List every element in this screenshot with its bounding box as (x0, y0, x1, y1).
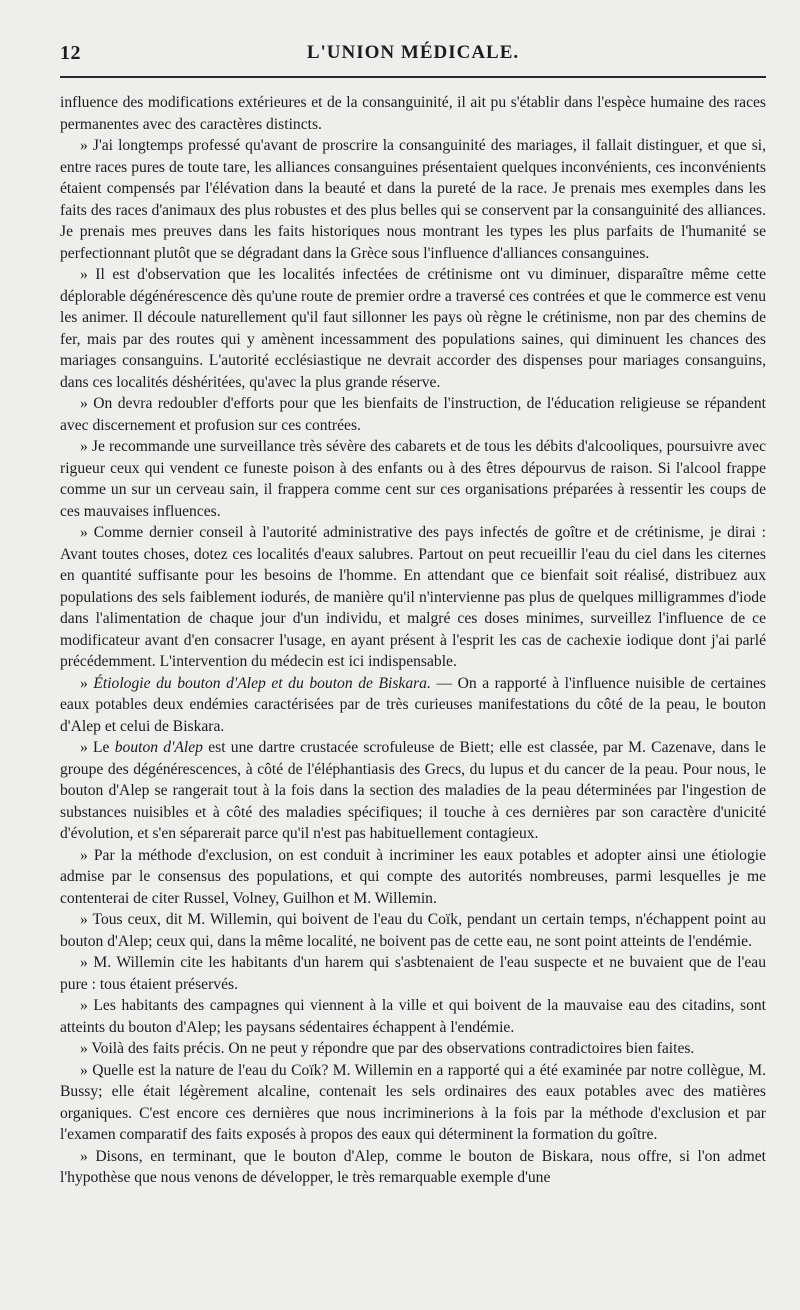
paragraph: » Voilà des faits précis. On ne peut y répondre que par des observations contradictoires bien faites. (80, 1040, 695, 1057)
paragraph: » Il est d'observation que les localités infectées de crétinisme ont vu diminuer, disparaître même cette déplorable dégénérescence dès qu'une route de premier ordre a traversé ces contrées et que le commerce est venu les animer. Il découle naturellement qu'il faut sillonner les pays où règne le crétinisme, non par des chemins de fer, mais par des routes qui y amènent incessamment des populations saines, qui diminuent les chances des mariages consanguins. L'autorité ecclésiastique ne devrait accorder des dispenses pour mariages consanguins, dans ces localités déshéritées, qu'avec la plus grande réserve. (60, 266, 766, 391)
article-body (60, 92, 766, 1189)
page-header (60, 0, 766, 62)
italic-term: bouton d'Alep (114, 739, 203, 756)
section-heading-paragraph: » Étiologie du bouton d'Alep et du bouton de Biskara. — On a rapporté à l'influence nuisible de certaines eaux potables deux endémies caractérisées par de très curieuses manifestations du côté de la peau, le bouton d'Alep et celui de Biskara. (60, 674, 766, 735)
paragraph: » Je recommande une surveillance très sévère des cabarets et de tous les débits d'alcooliques, poursuivre avec rigueur ceux qui vendent ce funeste poison à des enfants ou à des êtres dépourvus de raison. Si l'alcool frappe comme un sur un cerveau sain, il frappera comme cent sur ces organisations préparées à ressentir les coups de ces mauvaises influences. (60, 438, 766, 520)
paragraph: » Comme dernier conseil à l'autorité administrative des pays infectés de goître et de crétinisme, je dirai : Avant toutes choses, dotez ces localités d'eaux salubres. Partout on peut recueillir l'eau du ciel dans les citernes en quantité suffisante pour les besoins de l'homme. En attendant que ce bienfait soit réalisé, distribuez aux populations des sels faiblement iodurés, de manière qu'il n'intervienne pas plus de quelques milligrammes d'iode dans l'alimentation de chaque jour d'un individu, et malgré ces doses minimes, surveillez l'influence de ce modificateur avant d'en consacrer l'usage, en ayant présent à l'esprit les cas de cachexie iodique dont j'ai parlé précédemment. L'intervention du médecin est ici indispensable. (60, 524, 766, 670)
section-title: Étiologie du bouton d'Alep et du bouton de Biskara. (93, 674, 431, 692)
paragraph: » Le bouton d'Alep est une dartre crustacée scrofuleuse de Biett; elle est classée, par M. Cazenave, dans le groupe des dégénérescences, à côté de l'éléphantiasis des Grecs, du lupus et du cancer de la peau. Pour nous, le bouton d'Alep se rangerait tout à la fois dans la section des maladies de la peau déterminées par l'ingestion de substances nuisibles et à côté des maladies spécifiques; il touche à ces dernières par son caractère d'unicité d'évolution, et s'en séparerait parce qu'il n'est pas habituellement contagieux. (60, 739, 766, 842)
header-rule (60, 76, 766, 78)
paragraph: » Par la méthode d'exclusion, on est conduit à incriminer les eaux potables et adopter ainsi une étiologie admise par le consensus des populations, et qui compte des autorités nombreuses, parmi lesquelles je me contenterai de citer Russel, Volney, Guilhon et M. Willemin. (60, 846, 766, 907)
paragraph: » J'ai longtemps professé qu'avant de proscrire la consanguinité des mariages, il fallait distinguer, et que si, entre races pures de toute tare, les alliances consanguines présentaient quelques inconvénients, ces inconvénients étaient compensés par l'élévation dans la beauté et dans la pureté de la race. Je prenais mes exemples dans les faits des races d'animaux des plus robustes et des plus belles qui se conservent par la consanguinité des alliances. Je prenais mes preuves dans les faits historiques nous montrant les types les plus parfaits de l'humanité se perfectionnant plutôt que se dégradant dans la Grèce sous l'influence d'alliances consanguines. (60, 137, 766, 262)
paragraph: » Tous ceux, dit M. Willemin, qui boivent de l'eau du Coïk, pendant un certain temps, n'échappent point au bouton d'Alep; ceux qui, dans la même localité, ne boivent pas de cette eau, ne sont point atteints de l'endémie. (60, 911, 766, 950)
page-number: 12 (60, 42, 81, 64)
paragraph: influence des modifications extérieures et de la consanguinité, il ait pu s'établir dans l'espèce humaine des races permanentes avec des caractères distincts. (60, 94, 766, 133)
paragraph: » On devra redoubler d'efforts pour que les bienfaits de l'instruction, de l'éducation religieuse se répandent avec discernement et profusion sur ces contrées. (60, 395, 766, 434)
paragraph: » Les habitants des campagnes qui viennent à la ville et qui boivent de la mauvaise eau des citadins, sont atteints du bouton d'Alep; les paysans sédentaires échappent à l'endémie. (60, 997, 766, 1036)
paragraph: » Disons, en terminant, que le bouton d'Alep, comme le bouton de Biskara, nous offre, si l'on admet l'hypothèse que nous venons de développer, le très remarquable exemple d'une (60, 1147, 766, 1186)
paragraph: » M. Willemin cite les habitants d'un harem qui s'asbtenaient de l'eau suspecte et ne buvaient que de l'eau pure : tous étaient préservés. (60, 954, 766, 993)
running-title: L'UNION MÉDICALE. (306, 42, 520, 63)
paragraph: » Quelle est la nature de l'eau du Coïk? M. Willemin en a rapporté qui a été examinée par notre collègue, M. Bussy; elle était légèrement alcaline, contenait les sels ordinaires des eaux potables avec des matières organiques. C'est encore ces dernières que nous incriminerions à la fois par la méthode d'exclusion et par l'examen comparatif des faits exposés à propos des eaux qui déterminent la formation du goître. (60, 1061, 766, 1143)
